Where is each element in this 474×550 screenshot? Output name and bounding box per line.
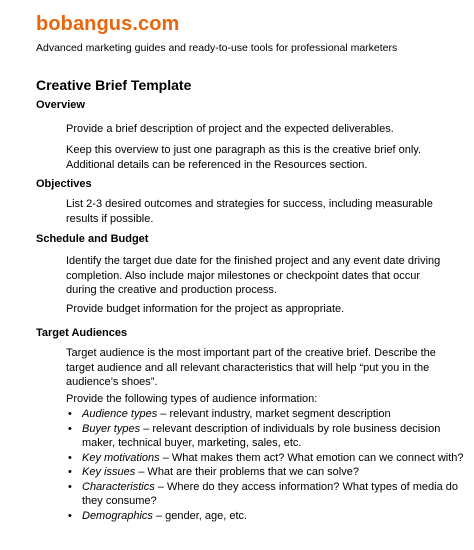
- document-title: Creative Brief Template: [36, 77, 192, 93]
- objectives-paragraph: List 2-3 desired outcomes and strategies for success, including measurable results if possible.: [66, 198, 433, 225]
- list-item-term: Demographics: [82, 509, 153, 522]
- list-item-desc: – Where do they access information? What types of media do they consume?: [82, 480, 459, 507]
- list-item-term: Audience types: [82, 408, 158, 420]
- list-item: [82, 509, 466, 524]
- audiences-paragraph-1: Target audience is the most important part of the creative brief. Describe the target audience and all relevant characteristics that will help “put you in the audience’s shoes”.: [66, 347, 436, 388]
- list-item-desc: – relevant industry, market segment description: [157, 408, 391, 420]
- list-item: [82, 422, 466, 451]
- schedule-paragraph-1: Identify the target due date for the finished project and any event date driving completion. Also include major milestones or checkpoint dates that occur during the creative and production process.: [66, 255, 441, 296]
- section-heading-schedule: Schedule and Budget: [36, 233, 149, 245]
- list-item-term: Buyer types: [82, 422, 141, 435]
- list-item-desc: – gender, age, etc.: [152, 509, 248, 522]
- section-heading-overview: Overview: [36, 99, 85, 111]
- audiences-paragraph-2: Provide the following types of audience information:: [66, 393, 318, 405]
- list-item-term: Characteristics: [82, 480, 155, 493]
- section-heading-audiences: Target Audiences: [36, 327, 128, 339]
- overview-paragraph-2: Keep this overview to just one paragraph as this is the creative brief only. Additional details can be referenced in the Resources section.: [66, 144, 422, 171]
- audience-info-list: [66, 407, 466, 523]
- list-item: [82, 465, 466, 480]
- list-item-desc: – What are their problems that we can solve?: [135, 466, 359, 478]
- list-item-term: Key issues: [82, 466, 136, 478]
- list-item-desc: – relevant description of individuals by role business decision maker, technical buyer, marketing, sales, etc.: [82, 422, 441, 449]
- list-item-desc: – What makes them act? What emotion can we connect with?: [159, 451, 464, 464]
- brand-logo[interactable]: bobangus.com: [36, 13, 180, 35]
- schedule-paragraph-2: Provide budget information for the project as appropriate.: [66, 303, 345, 315]
- tagline: Advanced marketing guides and ready-to-use tools for professional marketers: [36, 42, 398, 54]
- overview-paragraph-1: Provide a brief description of project and the expected deliverables.: [66, 123, 394, 135]
- list-item: [82, 407, 466, 422]
- section-heading-objectives: Objectives: [36, 178, 92, 190]
- list-item: [82, 451, 466, 466]
- list-item-term: Key motivations: [82, 451, 160, 464]
- list-item: [82, 480, 466, 509]
